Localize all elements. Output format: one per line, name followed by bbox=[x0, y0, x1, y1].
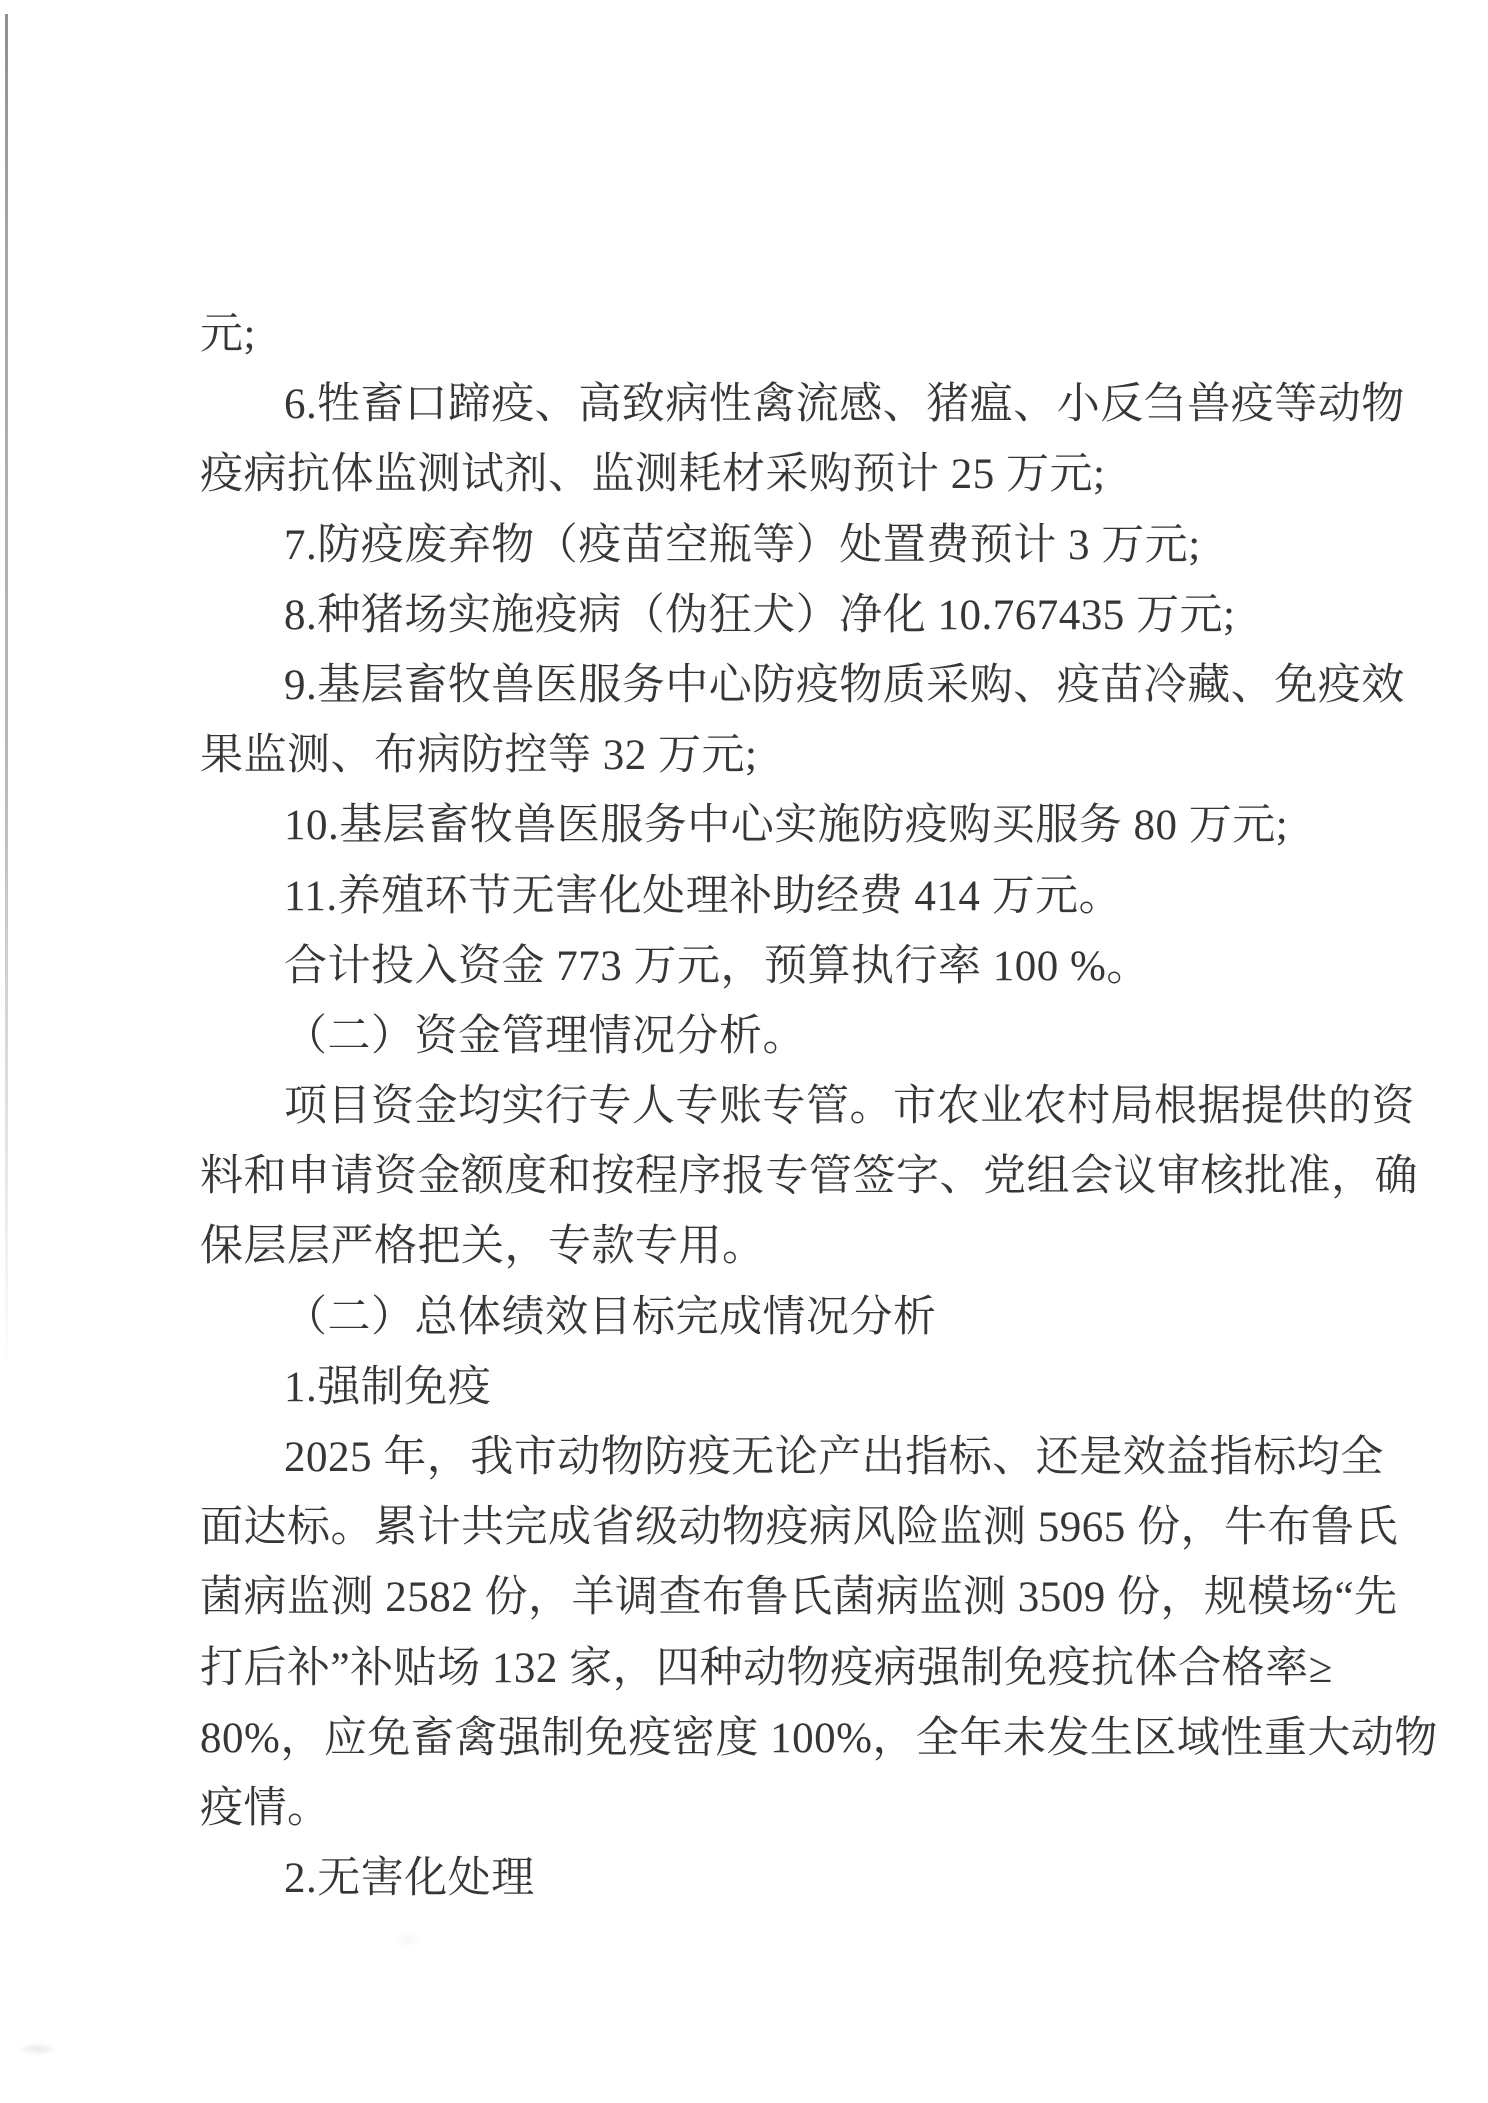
document-line: （二）总体绩效目标完成情况分析 bbox=[284, 1293, 937, 1341]
document-line: 果监测、布病防控等 32 万元; bbox=[200, 732, 758, 780]
document-line: 6.牲畜口蹄疫、高致病性禽流感、猪瘟、小反刍兽疫等动物 bbox=[284, 381, 1405, 429]
document-line: 元; bbox=[200, 311, 256, 358]
document-line: 项目资金均实行专人专账专管。市农业农村局根据提供的资 bbox=[284, 1083, 1415, 1131]
document-line: 打后补”补贴场 132 家，四种动物疫病强制免疫抗体合格率≥ bbox=[200, 1644, 1333, 1692]
document-line: 保层层严格把关，专款专用。 bbox=[200, 1223, 766, 1271]
scan-edge-artifact bbox=[5, 14, 8, 1374]
document-line: 面达标。累计共完成省级动物疫病风险监测 5965 份，牛布鲁氏 bbox=[200, 1504, 1398, 1552]
scan-smudge bbox=[18, 2042, 58, 2056]
document-line: 9.基层畜牧兽医服务中心防疫物质采购、疫苗冷藏、免疫效 bbox=[284, 661, 1405, 709]
document-line: 7.防疫废弃物（疫苗空瓶等）处置费预计 3 万元; bbox=[284, 521, 1201, 569]
document-line: 10.基层畜牧兽医服务中心实施防疫购买服务 80 万元; bbox=[284, 802, 1289, 850]
document-line: 2025 年，我市动物防疫无论产出指标、还是效益指标均全 bbox=[284, 1434, 1384, 1481]
document-line: 合计投入资金 773 万元，预算执行率 100 %。 bbox=[284, 942, 1150, 990]
document-line: 疫病抗体监测试剂、监测耗材采购预计 25 万元; bbox=[200, 451, 1106, 499]
document-line: 菌病监测 2582 份，羊调查布鲁氏菌病监测 3509 份，规模场“先 bbox=[200, 1574, 1398, 1622]
document-line: 2.无害化处理 bbox=[284, 1855, 535, 1903]
scan-smudge bbox=[395, 1930, 421, 1948]
document-line: （二）资金管理情况分析。 bbox=[284, 1012, 806, 1060]
document-line: 料和申请资金额度和按程序报专管签字、党组会议审核批准，确 bbox=[200, 1153, 1418, 1201]
document-line: 8.种猪场实施疫病（伪狂犬）净化 10.767435 万元; bbox=[284, 591, 1236, 639]
document-text-block bbox=[200, 300, 1438, 1914]
document-line: 11.养殖环节无害化处理补助经费 414 万元。 bbox=[284, 872, 1123, 920]
document-line: 1.强制免疫 bbox=[284, 1363, 492, 1411]
document-line: 80%，应免畜禽强制免疫密度 100%，全年未发生区域性重大动物 bbox=[200, 1714, 1438, 1762]
document-line: 疫情。 bbox=[200, 1784, 331, 1832]
